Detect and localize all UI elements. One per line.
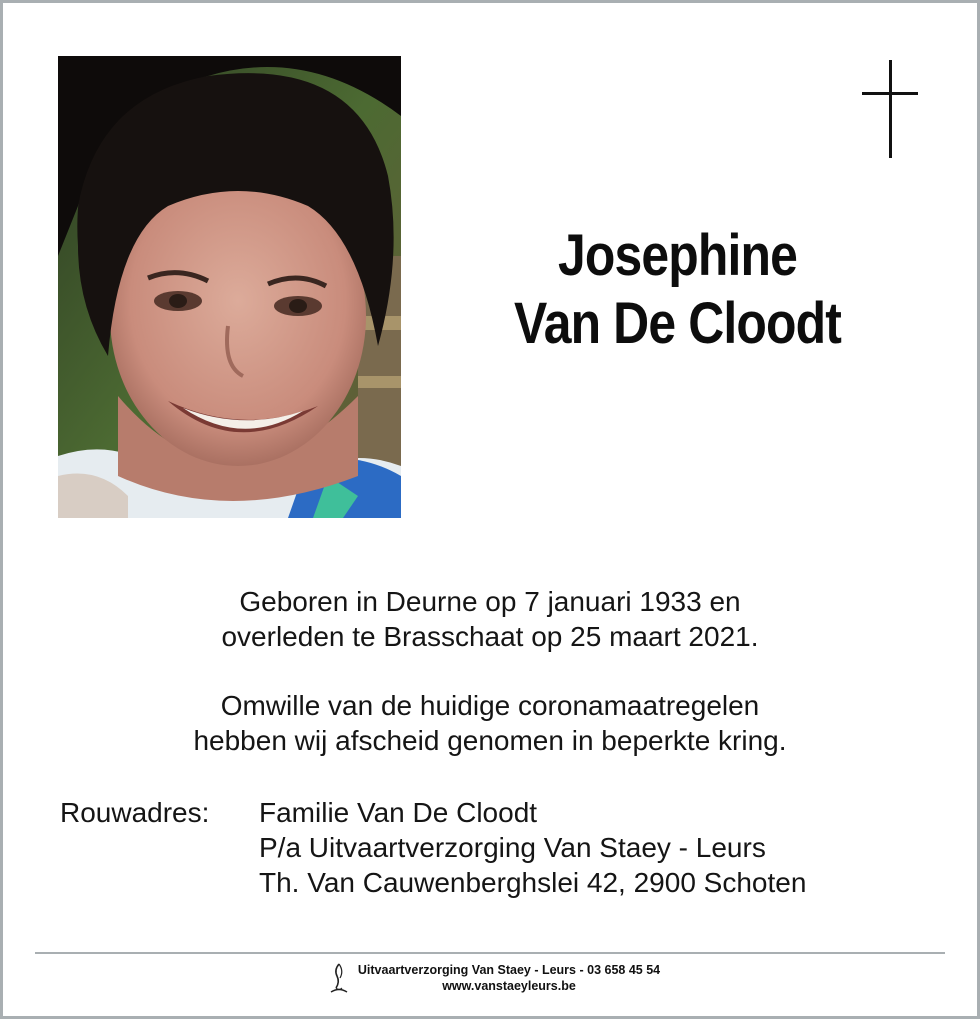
deceased-last-name: Van De Cloodt: [514, 291, 841, 356]
life-dates-paragraph: [0, 584, 980, 654]
deceased-first-name: Josephine: [558, 223, 797, 288]
footer: [354, 962, 664, 994]
death-line: overleden te Brasschaat op 25 maart 2021.: [221, 621, 759, 652]
portrait-photo: [58, 56, 401, 518]
portrait-photo-image: [58, 56, 401, 518]
birth-line: Geboren in Deurne op 7 januari 1933 en: [239, 586, 741, 617]
notice-paragraph: [0, 688, 980, 758]
notice-line-2: hebben wij afscheid genomen in beperkte kring.: [193, 725, 787, 756]
footer-divider: [35, 952, 945, 954]
deceased-name: [465, 222, 891, 358]
footer-website-link[interactable]: www.vanstaeyleurs.be: [442, 979, 576, 993]
address-line: Familie Van De Cloodt: [259, 797, 538, 828]
address-label: Rouwadres:: [60, 797, 210, 828]
address-line: Th. Van Cauwenberghslei 42, 2900 Schoten: [259, 867, 807, 898]
address-line: P/a Uitvaartverzorging Van Staey - Leurs: [259, 832, 766, 863]
address-lines: [259, 795, 806, 900]
cross-icon: [862, 60, 918, 158]
footer-company-line: Uitvaartverzorging Van Staey - Leurs - 03 658 45 54: [357, 963, 661, 977]
notice-line-1: Omwille van de huidige coronamaatregelen: [220, 690, 760, 721]
funeral-home-logo-icon: [328, 962, 350, 996]
